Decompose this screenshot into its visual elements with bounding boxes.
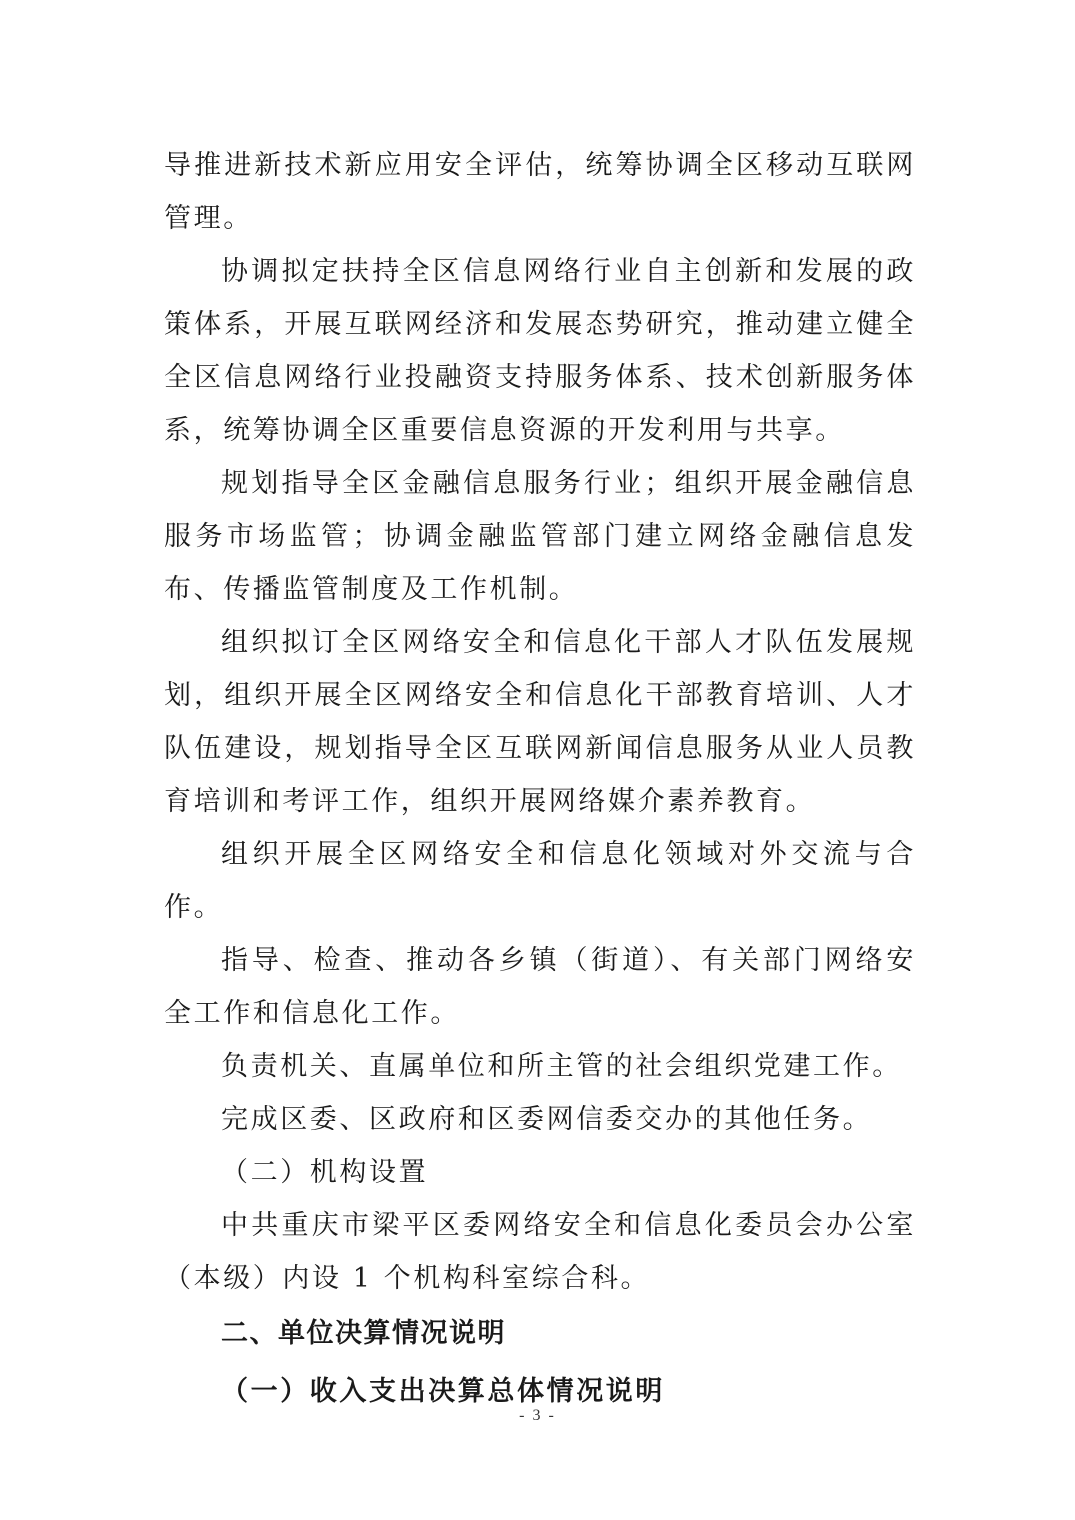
subheading-org-setup: （二）机构设置 <box>221 1157 429 1188</box>
section-heading-final-accounts: 二、单位决算情况说明 <box>221 1318 506 1349</box>
document-body <box>164 139 916 1421</box>
paragraph-talent-team: 组织拟订全区网络安全和信息化干部人才队伍发展规划，组织开展全区网络安全和信息化干部教育培训、人才队伍建设，规划指导全区互联网新闻信息服务从业人员教育培训和考评工作，组织开展网络媒介素养教育。 <box>164 627 916 817</box>
page-number: - 3 - <box>519 1407 556 1424</box>
paragraph-policy-system: 协调拟定扶持全区信息网络行业自主创新和发展的政策体系，开展互联网经济和发展态势研究，推动建立健全全区信息网络行业投融资支持服务体系、技术创新服务体系，统筹协调全区重要信息资源的开发利用与共享。 <box>164 256 916 446</box>
paragraph-other-tasks: 完成区委、区政府和区委网信委交办的其他任务。 <box>221 1104 873 1135</box>
paragraph-external-exchange: 组织开展全区网络安全和信息化领域对外交流与合作。 <box>164 839 916 923</box>
paragraph-new-tech-assessment: 导推进新技术新应用安全评估，统筹协调全区移动互联网管理。 <box>164 150 916 234</box>
paragraph-party-building: 负责机关、直属单位和所主管的社会组织党建工作。 <box>221 1051 902 1082</box>
paragraph-guidance-inspection: 指导、检查、推动各乡镇（街道）、有关部门网络安全工作和信息化工作。 <box>164 945 916 1029</box>
paragraph-financial-info: 规划指导全区金融信息服务行业；组织开展金融信息服务市场监管；协调金融监管部门建立网络金融信息发布、传播监管制度及工作机制。 <box>164 468 916 605</box>
paragraph-org-description: 中共重庆市梁平区委网络安全和信息化委员会办公室（本级）内设 1 个机构科室综合科。 <box>164 1210 916 1294</box>
subheading-income-expenditure: （一）收入支出决算总体情况说明 <box>221 1376 665 1407</box>
